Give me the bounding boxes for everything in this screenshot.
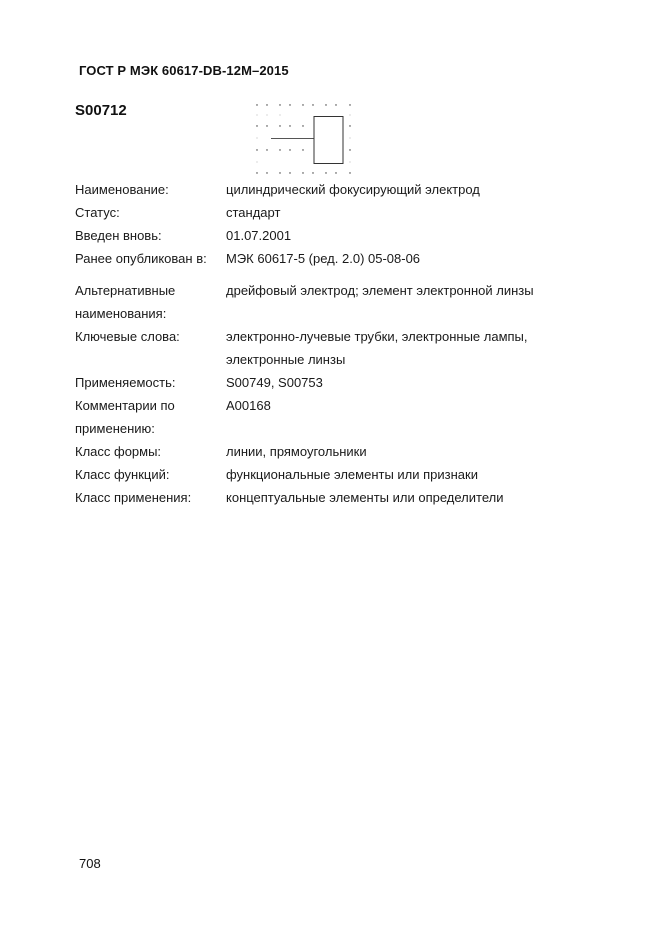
field-label-line: Альтернативные <box>75 283 176 298</box>
field-label: Наименование: <box>75 182 169 197</box>
field-value: концептуальные элементы или определители <box>226 490 504 505</box>
field-label: Ключевые слова: <box>75 329 180 344</box>
field-label <box>75 279 226 325</box>
field-row-status <box>75 201 595 224</box>
field-row-introduced <box>75 224 595 247</box>
field-value-line: электронные линзы <box>226 352 346 367</box>
field-value: цилиндрический фокусирующий электрод <box>226 182 480 197</box>
field-value-line: электронно-лучевые трубки, электронные лампы, <box>226 329 528 344</box>
field-value: МЭК 60617-5 (ред. 2.0) 05-08-06 <box>226 251 421 266</box>
field-value: 01.07.2001 <box>226 228 292 243</box>
field-value: линии, прямоугольники <box>226 444 367 459</box>
field-row-alternative-names <box>75 279 595 325</box>
field-value: стандарт <box>226 205 281 220</box>
document-header: ГОСТ Р МЭК 60617-DB-12M–2015 <box>79 63 289 78</box>
field-label: Ранее опубликован в: <box>75 251 207 266</box>
field-row-applicability <box>75 371 595 394</box>
field-row-previously-published <box>75 247 595 270</box>
field-row-application-class <box>75 486 595 509</box>
field-label: Класс функций: <box>75 467 170 482</box>
field-row-shape-class <box>75 440 595 463</box>
field-value: A00168 <box>226 398 271 413</box>
field-label: Введен вновь: <box>75 228 162 243</box>
field-label: Класс формы: <box>75 444 162 459</box>
field-label <box>75 394 226 440</box>
field-value <box>226 325 595 371</box>
field-row-application-notes <box>75 394 595 440</box>
field-label-line: применению: <box>75 421 155 436</box>
field-value: S00749, S00753 <box>226 375 323 390</box>
field-value: функциональные элементы или признаки <box>226 467 478 482</box>
field-value: дрейфовый электрод; элемент электронной линзы <box>226 283 534 298</box>
cylindrical-focusing-electrode-symbol-icon <box>252 100 357 178</box>
symbol-code: S00712 <box>75 102 127 119</box>
field-label: Применяемость: <box>75 375 176 390</box>
field-label: Статус: <box>75 205 120 220</box>
field-row-keywords <box>75 325 595 371</box>
field-label-line: наименования: <box>75 306 167 321</box>
field-row-function-class <box>75 463 595 486</box>
page-number: 708 <box>79 856 101 871</box>
field-row-name <box>75 178 595 201</box>
attribute-table <box>75 178 595 509</box>
field-label: Класс применения: <box>75 490 192 505</box>
field-label-line: Комментарии по <box>75 398 175 413</box>
